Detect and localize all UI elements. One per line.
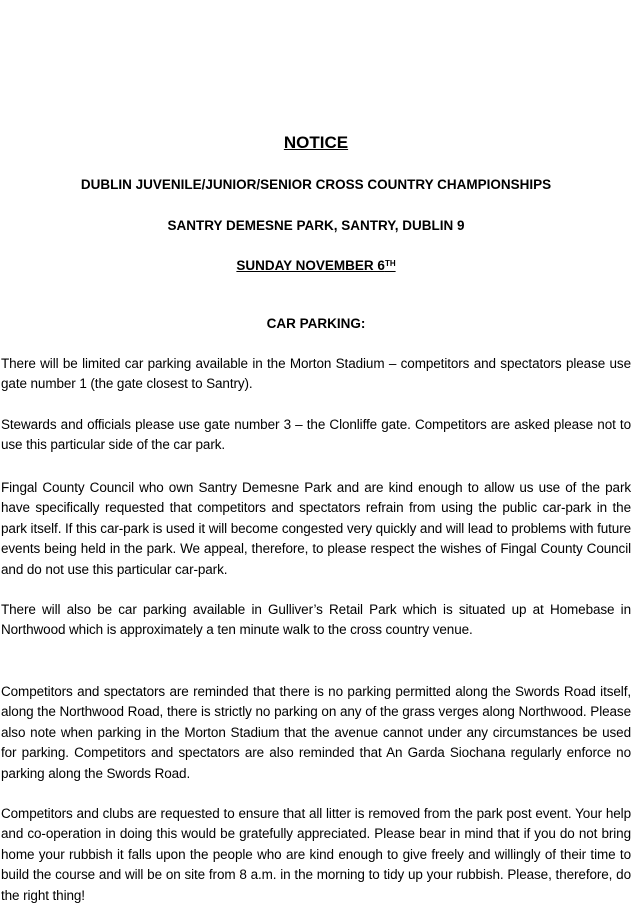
paragraph-stewards-gate: Stewards and officials please use gate number 3 – the Clonliffe gate. Competitors are asked please not to use this particular side of the car park. — [1, 417, 631, 453]
paragraph-fingal-council: Fingal County Council who own Santry Demesne Park and are kind enough to allow us use of the park have specifically requested that competitors and spectators refrain from using the public car-park in the park itself. If this car-park is used it will become congested very quickly and will lead to problems with future events being held in the park. We appeal, therefore, to please respect the wishes of Fingal County Council and do not use this particular car-park. — [1, 480, 631, 577]
date-text: SUNDAY NOVEMBER 6 — [236, 258, 385, 273]
event-heading: DUBLIN JUVENILE/JUNIOR/SENIOR CROSS COUNTRY CHAMPIONSHIPS — [80, 177, 552, 192]
venue-heading: SANTRY DEMESNE PARK, SANTRY, DUBLIN 9 — [167, 218, 465, 233]
paragraph-no-parking-swords-road: Competitors and spectators are reminded that there is no parking permitted along the Swords Road itself, along the Northwood Road, there is strictly no parking on any of the grass verges along Northwood. Please also note when parking in the Morton Stadium that the avenue cannot under any circumstances be used for parking. Competitors and spectators are also reminded that An Garda Siochana regularly enforce no parking along the Swords Road. — [1, 684, 631, 781]
section-heading-car-parking: CAR PARKING: — [266, 316, 366, 331]
date-heading — [0, 257, 632, 275]
paragraph-litter-removal: Competitors and clubs are requested to ensure that all litter is removed from the park post event. Your help and co-operation in doing this would be gratefully appreciated. Please bear in mind that if you do not bring home your rubbish it falls upon the people who are kind enough to give freely and willingly of their time to build the course and will be on site from 8 a.m. in the morning to tidy up your rubbish. Please, therefore, do the right thing! — [1, 806, 631, 903]
paragraph-gullivers-retail-park: There will also be car parking available in Gulliver’s Retail Park which is situated up at Homebase in Northwood which is approximately a ten minute walk to the cross country venue. — [1, 602, 631, 638]
paragraph-morton-stadium-parking: There will be limited car parking available in the Morton Stadium – competitors and spectators please use gate number 1 (the gate closest to Santry). — [1, 356, 631, 392]
notice-title: NOTICE — [283, 133, 349, 152]
date-suffix: TH — [384, 259, 396, 268]
